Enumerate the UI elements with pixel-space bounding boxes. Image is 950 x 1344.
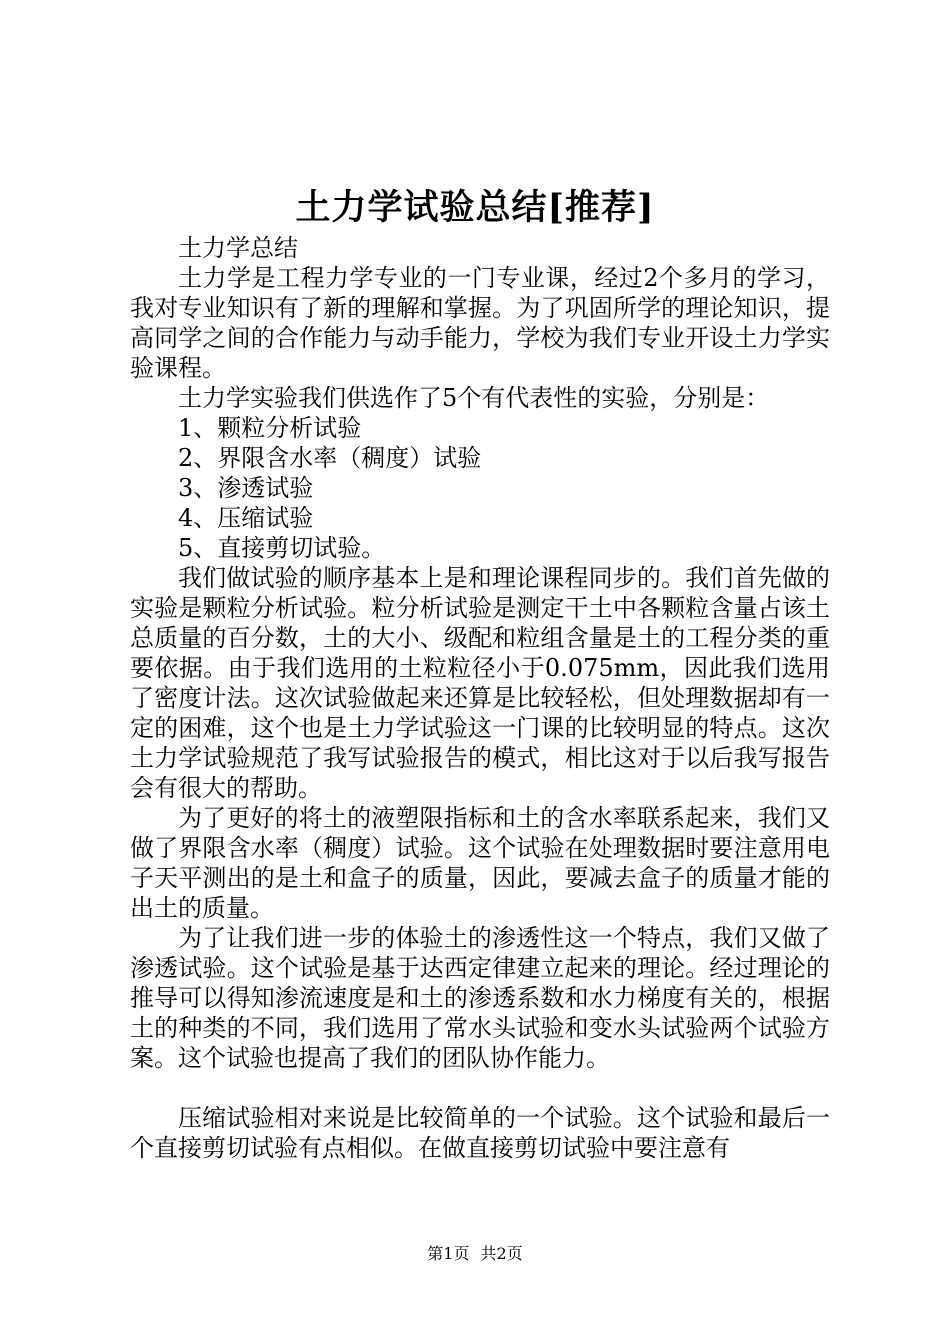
paragraph-experiments-intro: 土力学实验我们供选作了5个有代表性的实验，分别是：	[178, 384, 770, 412]
list-item-experiment-3: 3、渗透试验	[178, 474, 314, 502]
paragraph-water-content: 为了更好的将土的液塑限指标和土的含水率联系起来，我们又做了界限含水率（稠度）试验。这个试验在处理数据时要注意用电子天平测出的是土和盒子的质量，因此，要减去盒子的质量才能的出土的质量。	[130, 804, 830, 922]
paragraph-intro: 土力学是工程力学专业的一门专业课，经过2个多月的学习，我对专业知识有了新的理解和掌握。为了巩固所学的理论知识，提高同学之间的合作能力与动手能力，学校为我们专业开设土力学实验课程。	[130, 264, 830, 382]
page-total: 共2页	[480, 1244, 523, 1263]
paragraph-particle-analysis: 我们做试验的顺序基本上是和理论课程同步的。我们首先做的实验是颗粒分析试验。粒分析试验是测定干土中各颗粒含量占该土总质量的百分数，土的大小、级配和粒组含量是土的工程分类的重要依据。由于我们选用的土粒粒径小于0.075mm，因此我们选用了密度计法。这次试验做起来还算是比较轻松，但处理数据却有一定的困难，这个也是土力学试验这一门课的比较明显的特点。这次土力学试验规范了我写试验报告的模式，相比这对于以后我写报告会有很大的帮助。	[130, 564, 830, 802]
document-body	[130, 233, 830, 1163]
paragraph-spacer	[130, 1073, 830, 1103]
document-title: 土力学试验总结[推荐]	[295, 187, 655, 228]
page-number: 第1页	[427, 1244, 470, 1263]
page-footer	[0, 1243, 950, 1265]
list-item-experiment-5: 5、直接剪切试验。	[178, 534, 386, 562]
paragraph-compression: 压缩试验相对来说是比较简单的一个试验。这个试验和最后一个直接剪切试验有点相似。在做直接剪切试验中要注意有	[130, 1104, 830, 1162]
list-item-experiment-2: 2、界限含水率（稠度）试验	[178, 444, 482, 472]
list-item-experiment-1: 1、颗粒分析试验	[178, 414, 362, 442]
paragraph-heading: 土力学总结	[178, 234, 298, 262]
paragraph-permeability: 为了让我们进一步的体验土的渗透性这一个特点，我们又做了渗透试验。这个试验是基于达西定律建立起来的理论。经过理论的推导可以得知渗流速度是和土的渗透系数和水力梯度有关的，根据土的种类的不同，我们选用了常水头试验和变水头试验两个试验方案。这个试验也提高了我们的团队协作能力。	[130, 924, 830, 1072]
list-item-experiment-4: 4、压缩试验	[178, 504, 314, 532]
